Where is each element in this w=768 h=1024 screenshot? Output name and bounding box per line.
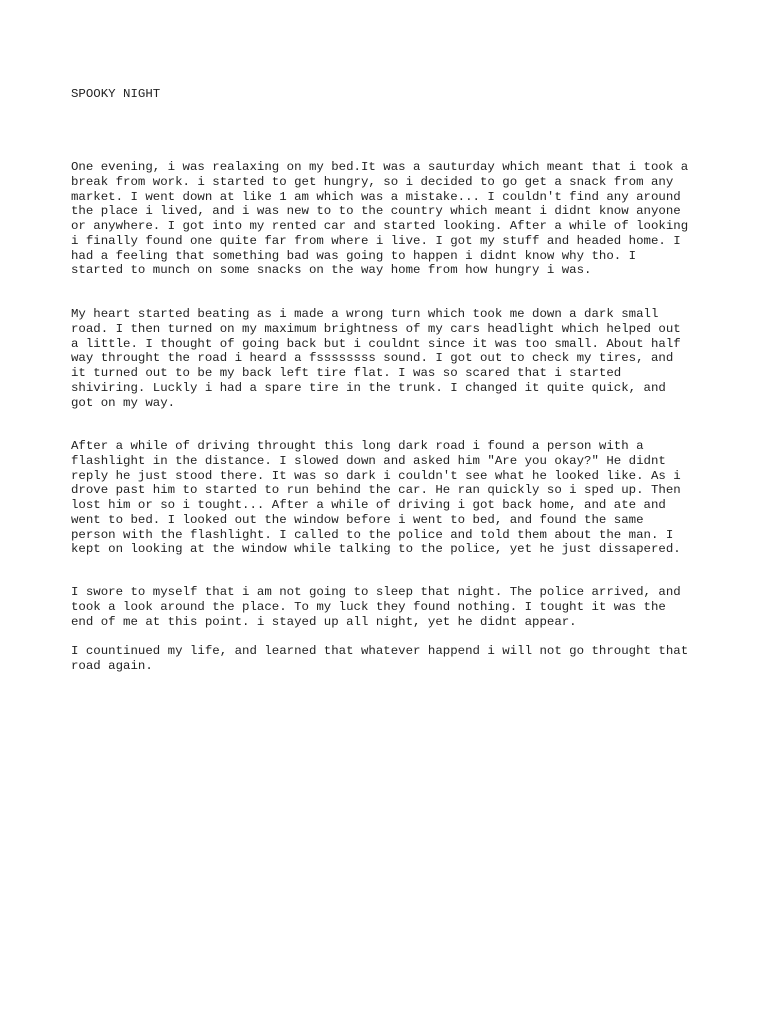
document-title: SPOOKY NIGHT — [71, 87, 161, 101]
paragraph: One evening, i was realaxing on my bed.It was a sauturday which meant that i took a break from work. i started to get hungry, so i decided to go get a snack from any market. I went down at like 1 am which was a mistake... I couldn't find any around the place i lived, and i was new to to the country which meant i didnt know anyone or anywhere. I got into my rented car and started looking. After a while of looking i finally found one quite far from where i live. I got my stuff and headed home. I had a feeling that something bad was going to happen i didnt know why tho. I started to munch on some snacks on the way home from how hungry i was. — [71, 160, 689, 278]
paragraph: I countinued my life, and learned that whatever happend i will not go throught that road again. — [71, 644, 689, 673]
paragraph: My heart started beating as i made a wrong turn which took me down a dark small road. I then turned on my maximum brightness of my cars headlight which helped out a little. I thought of going back but i couldnt since it was too small. About half way throught the road i heard a fssssssss sound. I got out to check my tires, and it turned out to be my back left tire flat. I was so scared that i started shiviring. Luckly i had a spare tire in the trunk. I changed it quite quick, and got on my way. — [71, 307, 681, 410]
paragraph: I swore to myself that i am not going to sleep that night. The police arrived, and took a look around the place. To my luck they found nothing. I tought it was the end of me at this point. i stayed up all night, yet he didnt appear. — [71, 585, 681, 629]
paragraph: After a while of driving throught this long dark road i found a person with a flashlight in the distance. I slowed down and asked him "Are you okay?" He didnt reply he just stood there. It was so dark i couldn't see what he looked like. As i drove past him to started to run behind the car. He ran quickly so i sped up. Then lost him or so i tought... After a while of driving i got back home, and ate and went to bed. I looked out the window before i went to bed, and found the same person with the flashlight. I called to the police and told them about the man. I kept on looking at the window while talking to the police, yet he just dissapered. — [71, 439, 681, 557]
